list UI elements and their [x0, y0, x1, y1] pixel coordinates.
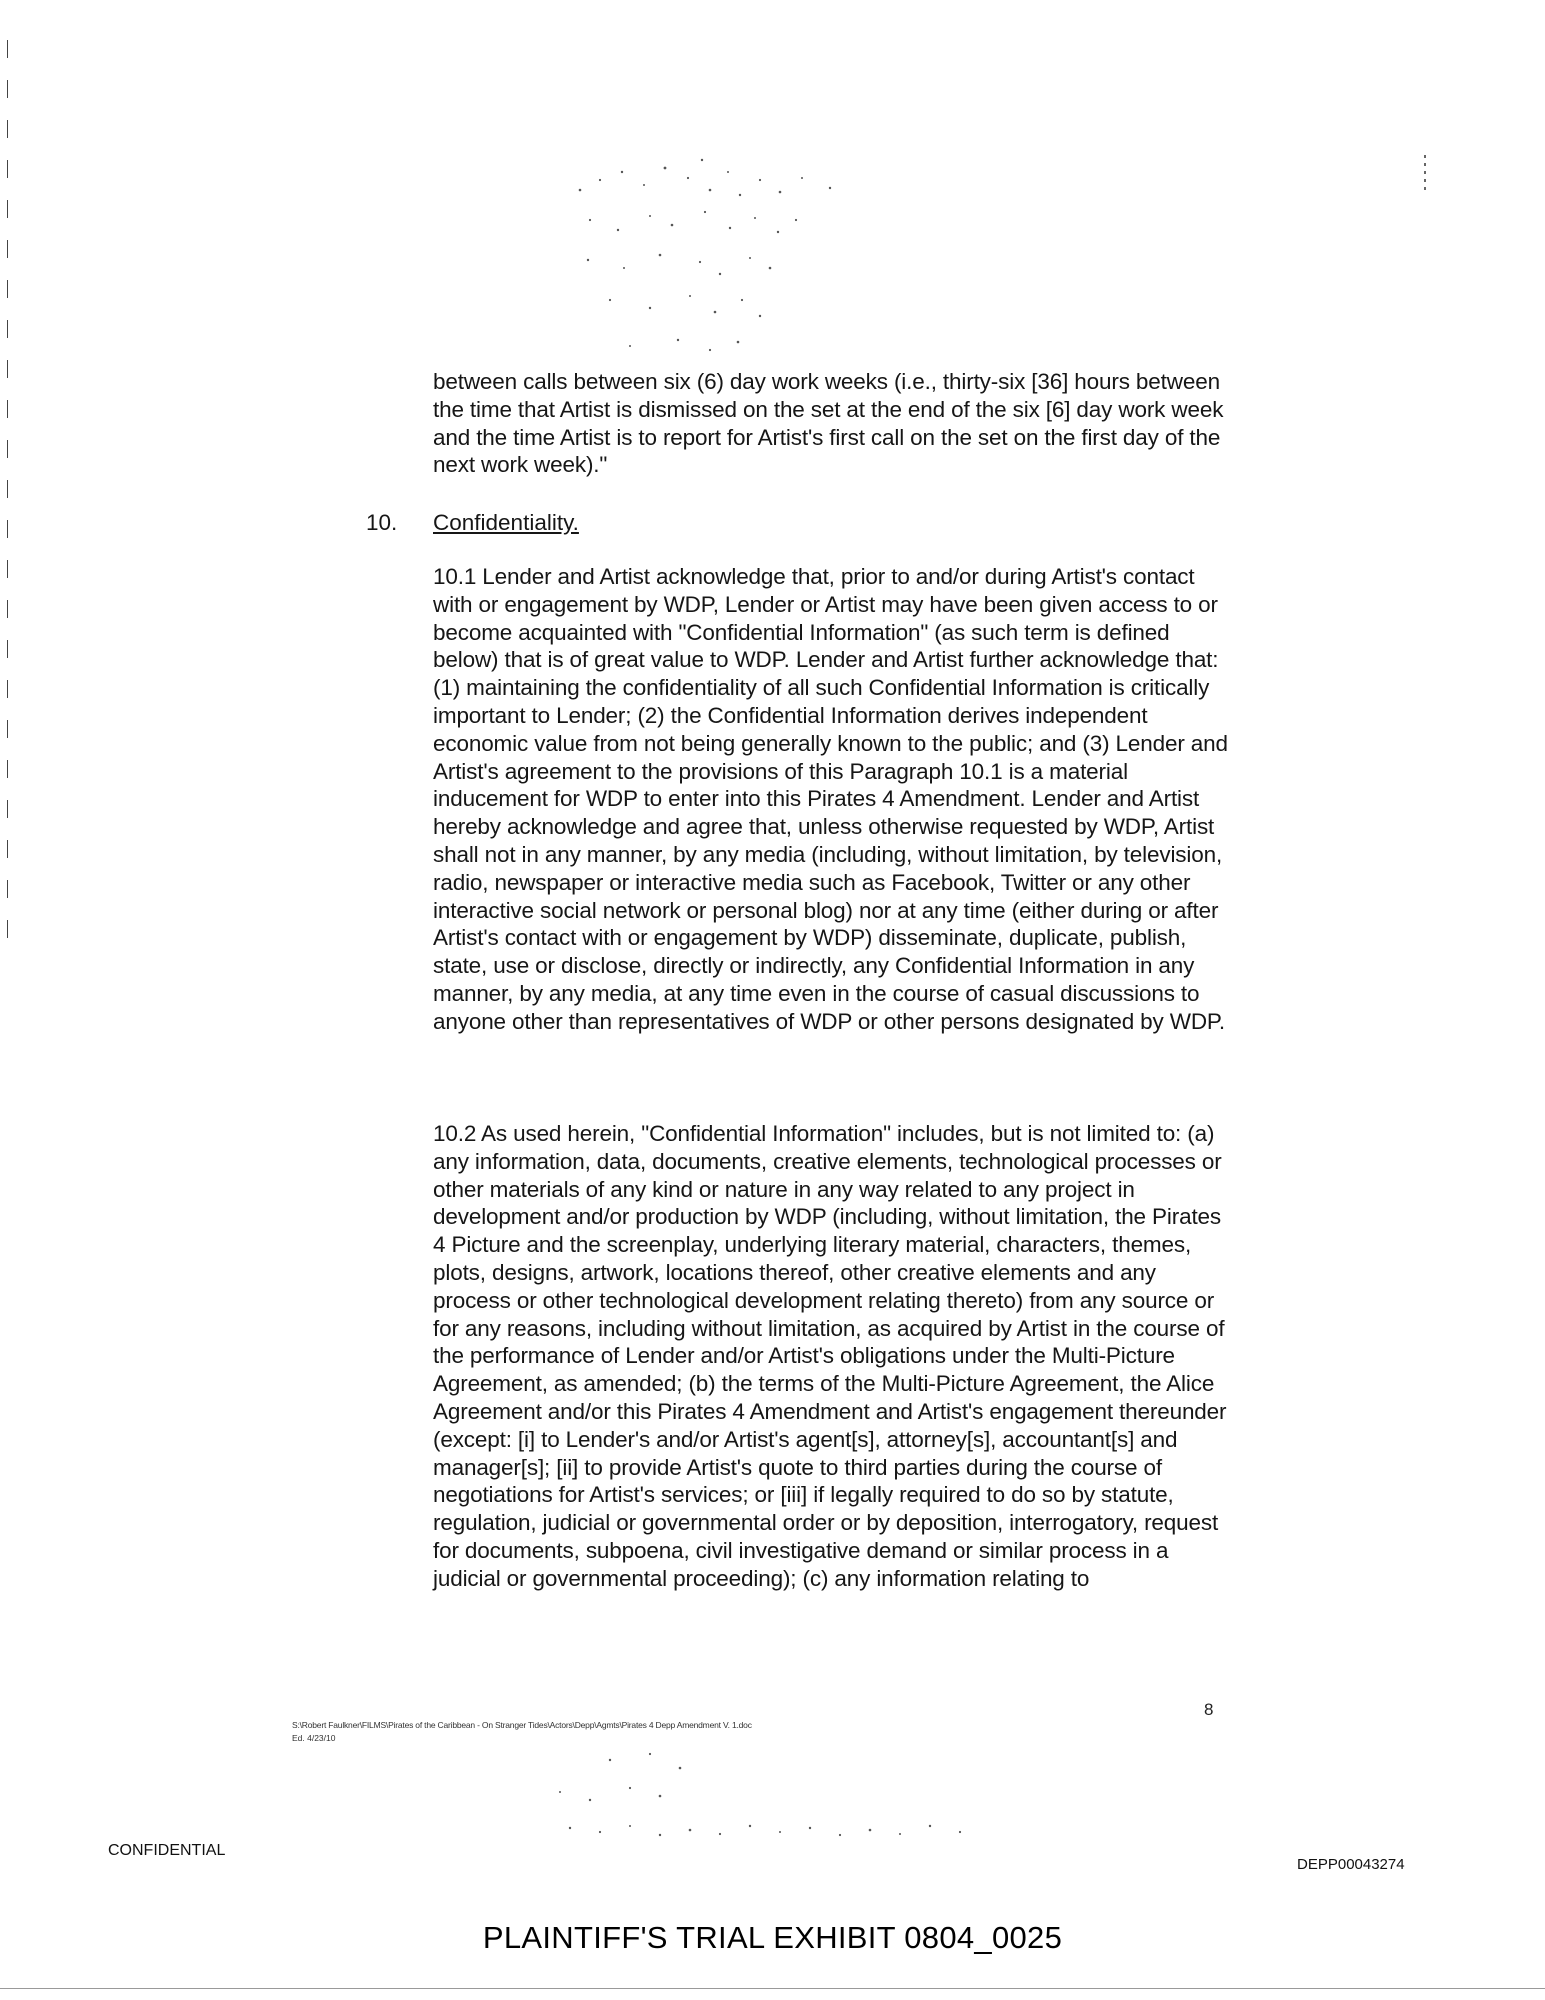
exhibit-label: PLAINTIFF'S TRIAL EXHIBIT 0804_0025: [482, 1920, 1063, 1955]
scan-noise-top: [560, 150, 880, 360]
page-number: 8: [1204, 1700, 1214, 1719]
scan-edge-left: [7, 40, 8, 950]
paragraph-10-2: 10.2 As used herein, "Confidential Information" includes, but is not limited to: (a) any information, data, documents, creative elements, technological processes or other materials of any kind or nature in any way related to any project in development and/or production by WDP (including, without limitation, the Pirates 4 Picture and the screenplay, underlying literary material, characters, themes, plots, designs, artwork, locations thereof, other creative elements and any process or other technological development relating thereto) from any source or for any reasons, including without limitation, as acquired by Artist in the course of the performance of Lender and/or Artist's obligations under the Multi-Picture Agreement, as amended; (b) the terms of the Multi-Picture Agreement, the Alice Agreement and/or this Pirates 4 Amendment and Artist's engagement thereunder (except: [i] to Lender's and/or Artist's agent[s], attorney[s], accountant[s] and manager[s]; [ii] to provide Artist's quote to third parties during the course of negotiations for Artist's services; or [iii] if legally required to do so by statute, regulation, judicial or governmental order or by deposition, interrogatory, request for documents, subpoena, civil investigative demand or similar process in a judicial or governmental proceeding); (c) any information relating to: [433, 1121, 1227, 1591]
bottom-rule: [0, 1988, 1545, 1989]
section-number: 10.: [366, 510, 398, 535]
footer-date: Ed. 4/23/10: [292, 1733, 336, 1743]
confidential-stamp: CONFIDENTIAL: [108, 1842, 226, 1859]
scan-edge-right: [1424, 155, 1426, 195]
bates-number: DEPP00043274: [1297, 1856, 1405, 1873]
section-heading: Confidentiality.: [433, 510, 579, 535]
intro-paragraph: between calls between six (6) day work weeks (i.e., thirty-six [36] hours between the time that Artist is dismissed on the set at the end of the six [6] day work week and the time Artist is to report for Artist's first call on the set on the first day of the next work week).": [433, 369, 1224, 478]
scan-noise-bottom: [500, 1740, 1000, 1850]
footer-file-path: S:\Robert Faulkner\FILMS\Pirates of the Caribbean - On Stranger Tides\Actors\Depp\Agmts\Pirates 4 Depp Amendment V. 1.doc: [292, 1720, 752, 1730]
paragraph-10-1: 10.1 Lender and Artist acknowledge that, prior to and/or during Artist's contact with or engagement by WDP, Lender or Artist may have been given access to or become acquainted with "Confidential Information" (as such term is defined below) that is of great value to WDP. Lender and Artist further acknowledge that: (1) maintaining the confidentiality of all such Confidential Information is critically important to Lender; (2) the Confidential Information derives independent economic value from not being generally known to the public; and (3) Lender and Artist's agreement to the provisions of this Paragraph 10.1 is a material inducement for WDP to enter into this Pirates 4 Amendment. Lender and Artist hereby acknowledge and agree that, unless otherwise requested by WDP, Artist shall not in any manner, by any media (including, without limitation, by television, radio, newspaper or interactive media such as Facebook, Twitter or any other interactive social network or personal blog) nor at any time (either during or after Artist's contact with or engagement by WDP) disseminate, duplicate, publish, state, use or disclose, directly or indirectly, any Confidential Information in any manner, by any media, at any time even in the course of casual discussions to anyone other than representatives of WDP or other persons designated by WDP.: [433, 564, 1228, 1034]
